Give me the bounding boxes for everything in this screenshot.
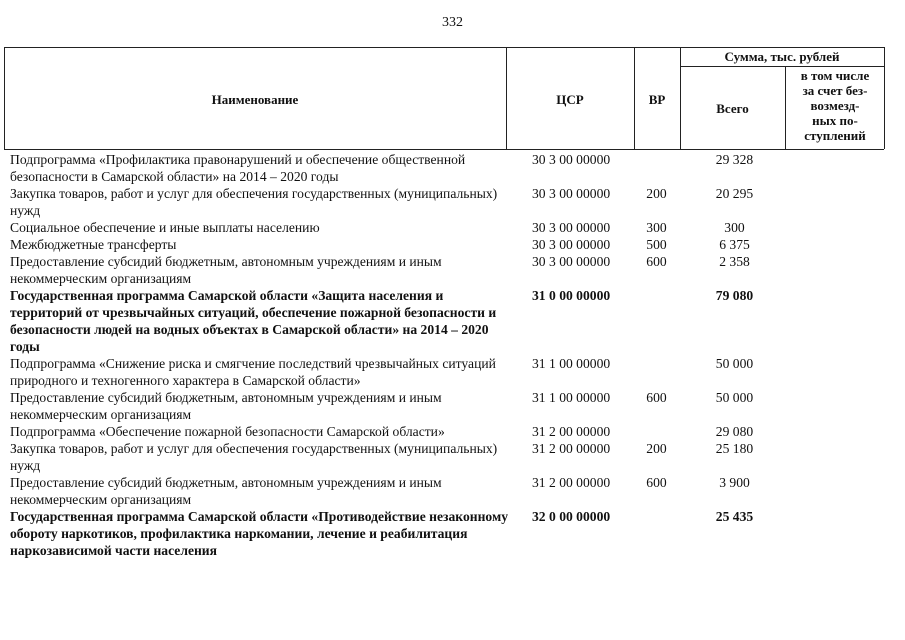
row-total-cell: 29 328 bbox=[715, 152, 754, 167]
row-csr-cell: 30 3 00 00000 bbox=[532, 237, 611, 252]
table-row bbox=[10, 474, 890, 508]
header-total: Всего bbox=[716, 101, 749, 116]
row-csr-cell: 31 2 00 00000 bbox=[532, 441, 611, 456]
table-row bbox=[10, 219, 890, 236]
row-name-cell: Государственная программа Самарской области «Защита населения и территорий от чрезвычайных ситуаций, обеспечение пожарной безопасности и безопасности людей на водных объектах в Самарской области» на 2014 – 2020 годы bbox=[10, 288, 497, 354]
sum-group-divider bbox=[680, 66, 884, 67]
row-total-cell: 3 900 bbox=[719, 475, 750, 490]
row-vr-cell: 600 bbox=[646, 254, 667, 269]
row-vr-cell: 300 bbox=[646, 220, 667, 235]
row-name-cell: Закупка товаров, работ и услуг для обеспечения государственных (муниципальных) нужд bbox=[10, 441, 498, 473]
header-name: Наименование bbox=[211, 92, 299, 107]
row-total-cell: 2 358 bbox=[719, 254, 750, 269]
row-name-cell: Предоставление субсидий бюджетным, автономным учреждениям и иным некоммерческим организациям bbox=[10, 390, 442, 422]
row-csr-cell: 30 3 00 00000 bbox=[532, 254, 611, 269]
table-body bbox=[10, 151, 890, 559]
row-name-cell: Социальное обеспечение и иные выплаты населению bbox=[10, 220, 320, 235]
row-total-cell: 50 000 bbox=[715, 390, 754, 405]
header-free-line: возмезд- bbox=[810, 98, 860, 113]
header-vr: ВР bbox=[648, 92, 666, 107]
row-csr-cell: 31 1 00 00000 bbox=[532, 356, 611, 371]
table-row bbox=[10, 440, 890, 474]
table-row bbox=[10, 151, 890, 185]
header-csr: ЦСР bbox=[556, 92, 584, 107]
row-total-cell: 25 435 bbox=[715, 509, 754, 524]
row-name-cell: Предоставление субсидий бюджетным, автономным учреждениям и иным некоммерческим организациям bbox=[10, 254, 442, 286]
row-vr-cell: 500 bbox=[646, 237, 667, 252]
table-row bbox=[10, 236, 890, 253]
header-free-line: в том числе bbox=[800, 68, 870, 83]
row-name-cell: Подпрограмма «Профилактика правонарушений и обеспечение общественной безопасности в Самарской области» на 2014 – 2020 годы bbox=[10, 152, 466, 184]
row-csr-cell: 31 0 00 00000 bbox=[532, 288, 611, 303]
row-total-cell: 20 295 bbox=[715, 186, 754, 201]
table-row bbox=[10, 423, 890, 440]
table-row bbox=[10, 389, 890, 423]
row-csr-cell: 32 0 00 00000 bbox=[532, 509, 611, 524]
row-total-cell: 300 bbox=[724, 220, 745, 235]
row-csr-cell: 31 2 00 00000 bbox=[532, 475, 611, 490]
row-name-cell: Подпрограмма «Обеспечение пожарной безопасности Самарской области» bbox=[10, 424, 445, 439]
table-row bbox=[10, 185, 890, 219]
header-free-line: ступлений bbox=[804, 128, 866, 143]
row-vr-cell: 200 bbox=[646, 441, 667, 456]
row-name-cell: Предоставление субсидий бюджетным, автономным учреждениям и иным некоммерческим организациям bbox=[10, 475, 442, 507]
header-sum-group: Сумма, тыс. рублей bbox=[724, 49, 840, 64]
row-csr-cell: 31 2 00 00000 bbox=[532, 424, 611, 439]
header-free-receipts bbox=[786, 68, 884, 143]
row-csr-cell: 30 3 00 00000 bbox=[532, 186, 611, 201]
table-row bbox=[10, 508, 890, 559]
header-free-line: ных по- bbox=[812, 113, 858, 128]
row-vr-cell: 600 bbox=[646, 390, 667, 405]
table-row bbox=[10, 253, 890, 287]
table-top-border bbox=[4, 47, 884, 48]
table-right-border bbox=[884, 47, 885, 149]
row-csr-cell: 31 1 00 00000 bbox=[532, 390, 611, 405]
row-vr-cell: 600 bbox=[646, 475, 667, 490]
row-total-cell: 25 180 bbox=[715, 441, 754, 456]
row-total-cell: 6 375 bbox=[719, 237, 750, 252]
row-name-cell: Закупка товаров, работ и услуг для обеспечения государственных (муниципальных) нужд bbox=[10, 186, 498, 218]
table-row bbox=[10, 355, 890, 389]
row-name-cell: Межбюджетные трансферты bbox=[10, 237, 177, 252]
row-csr-cell: 30 3 00 00000 bbox=[532, 220, 611, 235]
header-bottom-border bbox=[4, 149, 884, 150]
row-csr-cell: 30 3 00 00000 bbox=[532, 152, 611, 167]
row-name-cell: Подпрограмма «Снижение риска и смягчение последствий чрезвычайных ситуаций природного и техногенного характера в Самарской области» bbox=[10, 356, 496, 388]
row-name-cell: Государственная программа Самарской области «Противодействие незаконному обороту наркотиков, профилактика наркомании, лечение и реабилитация наркозависимой части населения bbox=[10, 509, 508, 558]
row-total-cell: 50 000 bbox=[715, 356, 754, 371]
row-total-cell: 29 080 bbox=[715, 424, 754, 439]
header-free-line: за счет без- bbox=[802, 83, 868, 98]
table-row bbox=[10, 287, 890, 355]
row-total-cell: 79 080 bbox=[715, 288, 754, 303]
page-number: 332 bbox=[442, 15, 463, 30]
row-vr-cell: 200 bbox=[646, 186, 667, 201]
